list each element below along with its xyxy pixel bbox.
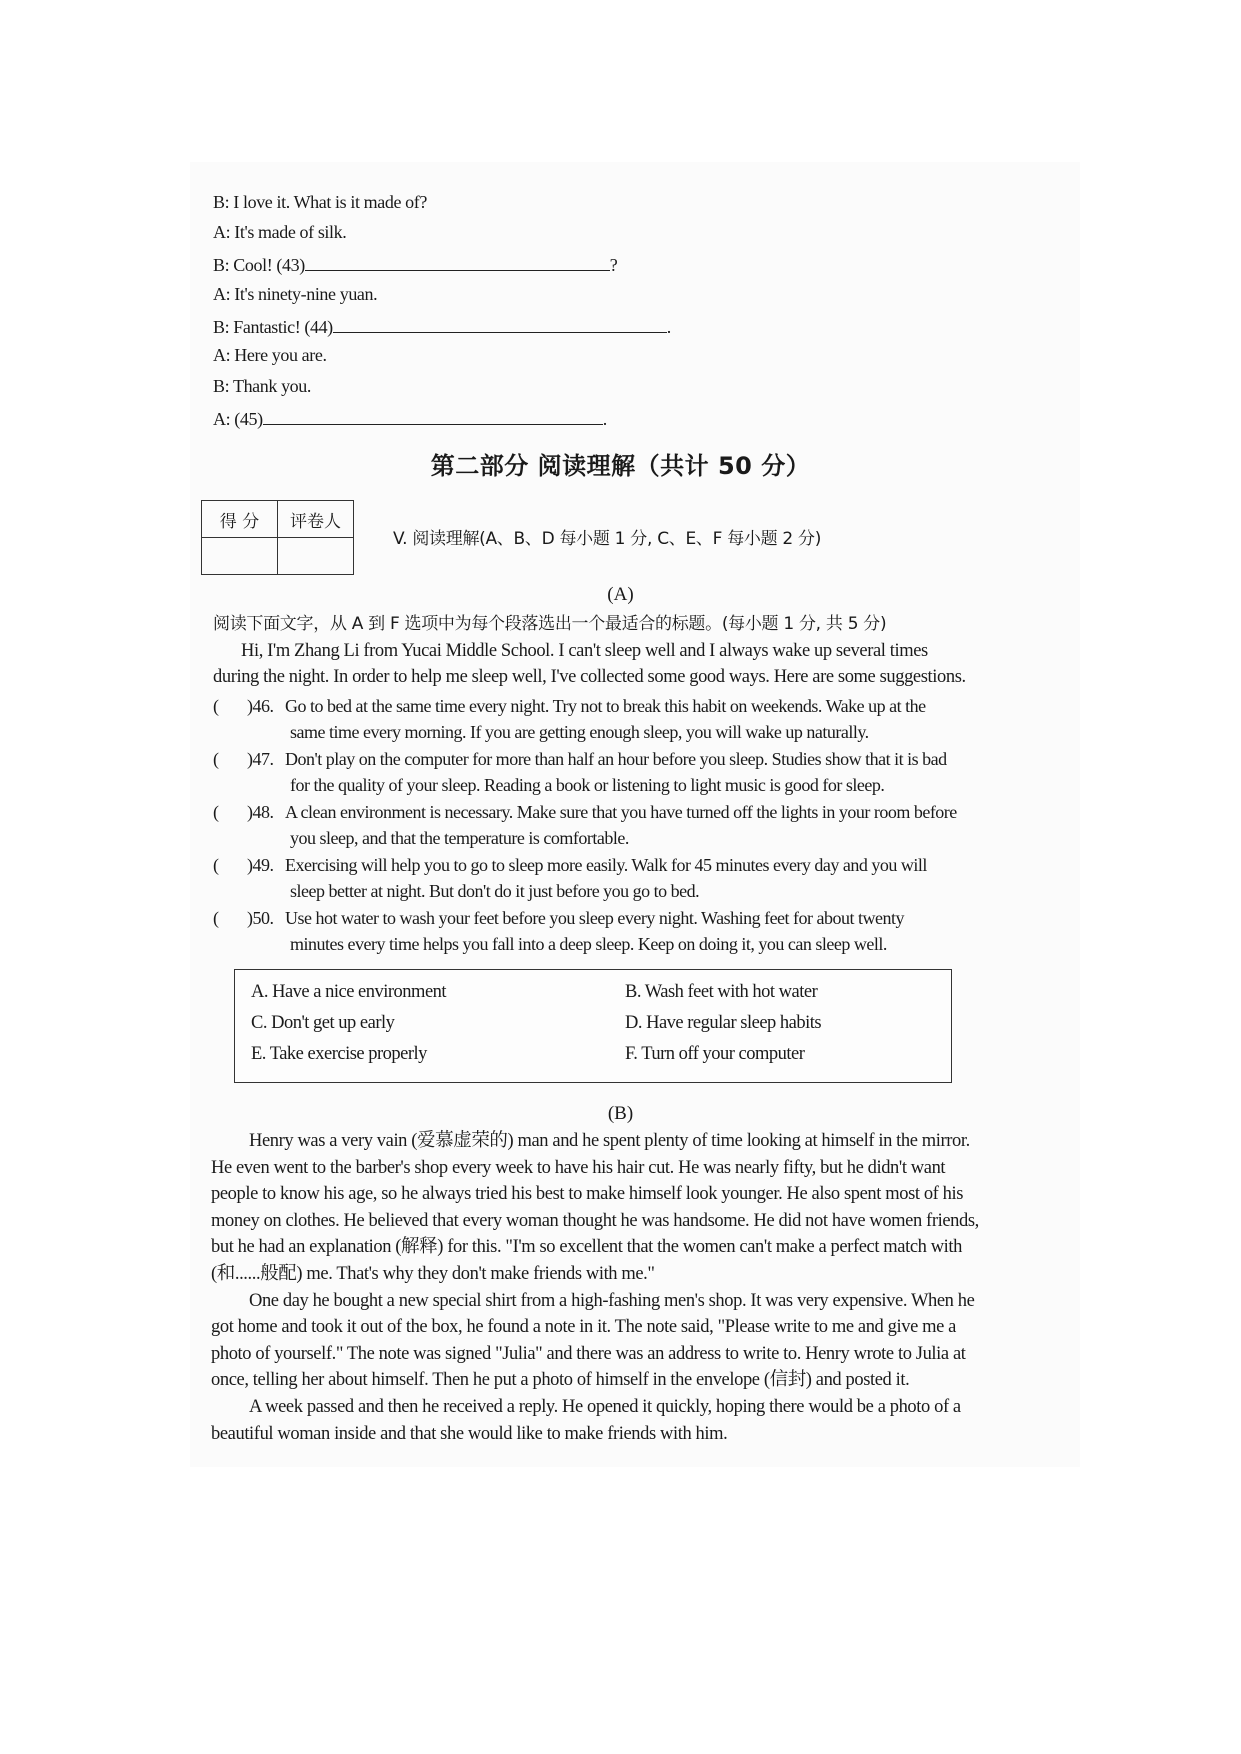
score-header: 得 分 [202, 501, 278, 538]
grader-header: 评卷人 [278, 501, 354, 538]
passage-b-line: A week passed and then he received a reply. He opened it quickly, hoping there would be a photo of a [249, 1397, 961, 1417]
passage-b-line: got home and took it out of the box, he found a note in it. The note said, "Please write to me and give me a [211, 1317, 956, 1337]
answer-paren[interactable]: ( [213, 908, 219, 928]
dialogue-line: A: It's made of silk. [213, 222, 347, 242]
question-number: )46. [247, 696, 274, 716]
passage-b-line: One day he bought a new special shirt from a high-fashing men's shop. It was very expensive. When he [249, 1291, 975, 1311]
option-e: E. Take exercise properly [251, 1044, 427, 1064]
question-text: Go to bed at the same time every night. Try not to break this habit on weekends. Wake up at the [285, 696, 926, 716]
question-text: same time every morning. If you are getting enough sleep, you will wake up naturally. [290, 722, 869, 742]
score-cell[interactable] [202, 538, 278, 575]
question-text: Don't play on the computer for more than half an hour before you sleep. Studies show that it is bad [285, 749, 947, 769]
question-text: for the quality of your sleep. Reading a book or listening to light music is good for sleep. [290, 775, 885, 795]
option-d: D. Have regular sleep habits [625, 1013, 822, 1033]
question-text: Exercising will help you to go to sleep more easily. Walk for 45 minutes every day and you will [285, 855, 927, 875]
answer-paren[interactable]: ( [213, 696, 219, 716]
passage-b-line: but he had an explanation (解释) for this. "I'm so excellent that the women can't make a perfect match with [211, 1237, 963, 1257]
question-text: A clean environment is necessary. Make sure that you have turned off the lights in your room before [285, 802, 957, 822]
passage-b-line: people to know his age, so he always tried his best to make himself look younger. He also spent most of his [211, 1184, 964, 1204]
option-f: F. Turn off your computer [625, 1044, 805, 1064]
passage-b-line: money on clothes. He believed that every woman thought he was handsome. He did not have women friends, [211, 1211, 979, 1231]
dialogue-line-45: A: (45) . [213, 406, 607, 430]
passage-b-line: photo of yourself." The note was signed "Julia" and there was an address to write to. Henry wrote to Julia at [211, 1344, 966, 1364]
grader-cell[interactable] [278, 538, 354, 575]
option-a: A. Have a nice environment [251, 982, 447, 1002]
dialogue-line-43: B: Cool! (43) ? [213, 252, 617, 276]
question-text: sleep better at night. But don't do it just before you go to bed. [290, 881, 700, 901]
option-b: B. Wash feet with hot water [625, 982, 818, 1002]
question-number: )48. [247, 802, 274, 822]
answer-blank-45[interactable] [263, 406, 603, 425]
passage-b-line: once, telling her about himself. Then he put a photo of himself in the envelope (信封) and posted it. [211, 1370, 910, 1390]
passage-a-intro-line: during the night. In order to help me sleep well, I've collected some good ways. Here are some suggestions. [213, 667, 966, 687]
part-title: 第二部分 阅读理解（共计 50 分） [430, 452, 811, 480]
question-text: minutes every time helps you fall into a deep sleep. Keep on doing it, you can sleep well. [290, 934, 887, 954]
score-table [201, 500, 354, 575]
answer-blank-43[interactable] [305, 252, 610, 271]
dialogue-line: B: I love it. What is it made of? [213, 192, 427, 212]
question-number: )49. [247, 855, 274, 875]
passage-b-line: Henry was a very vain (爱慕虚荣的) man and he spent plenty of time looking at himself in the mirror. [249, 1131, 970, 1151]
options-box [234, 969, 952, 1083]
question-number: )50. [247, 908, 274, 928]
passage-b-line: He even went to the barber's shop every week to have his hair cut. He was nearly fifty, but he didn't want [211, 1158, 946, 1178]
answer-blank-44[interactable] [333, 314, 667, 333]
answer-paren[interactable]: ( [213, 749, 219, 769]
answer-paren[interactable]: ( [213, 802, 219, 822]
passage-b-line: beautiful woman inside and that she would like to make friends with him. [211, 1424, 728, 1444]
passage-a-intro-line: Hi, I'm Zhang Li from Yucai Middle School. I can't sleep well and I always wake up several times [241, 641, 928, 661]
answer-paren[interactable]: ( [213, 855, 219, 875]
question-number: )47. [247, 749, 274, 769]
passage-b-label: (B) [607, 1103, 634, 1124]
passage-a-label: (A) [607, 584, 634, 605]
dialogue-line: A: It's ninety-nine yuan. [213, 284, 378, 304]
question-text: Use hot water to wash your feet before you sleep every night. Washing feet for about twenty [285, 908, 905, 928]
dialogue-line-44: B: Fantastic! (44) . [213, 314, 671, 338]
question-text: you sleep, and that the temperature is comfortable. [290, 828, 629, 848]
passage-a-instruction: 阅读下面文字，从 A 到 F 选项中为每个段落选出一个最适合的标题。(每小题 1 分, 共 5 分) [213, 614, 887, 634]
passage-b-line: (和......般配) me. That's why they don't make friends with me." [211, 1264, 655, 1284]
dialogue-line: A: Here you are. [213, 345, 327, 365]
option-c: C. Don't get up early [251, 1013, 395, 1033]
section-heading: V. 阅读理解(A、B、D 每小题 1 分, C、E、F 每小题 2 分) [393, 529, 822, 549]
dialogue-line: B: Thank you. [213, 376, 311, 396]
